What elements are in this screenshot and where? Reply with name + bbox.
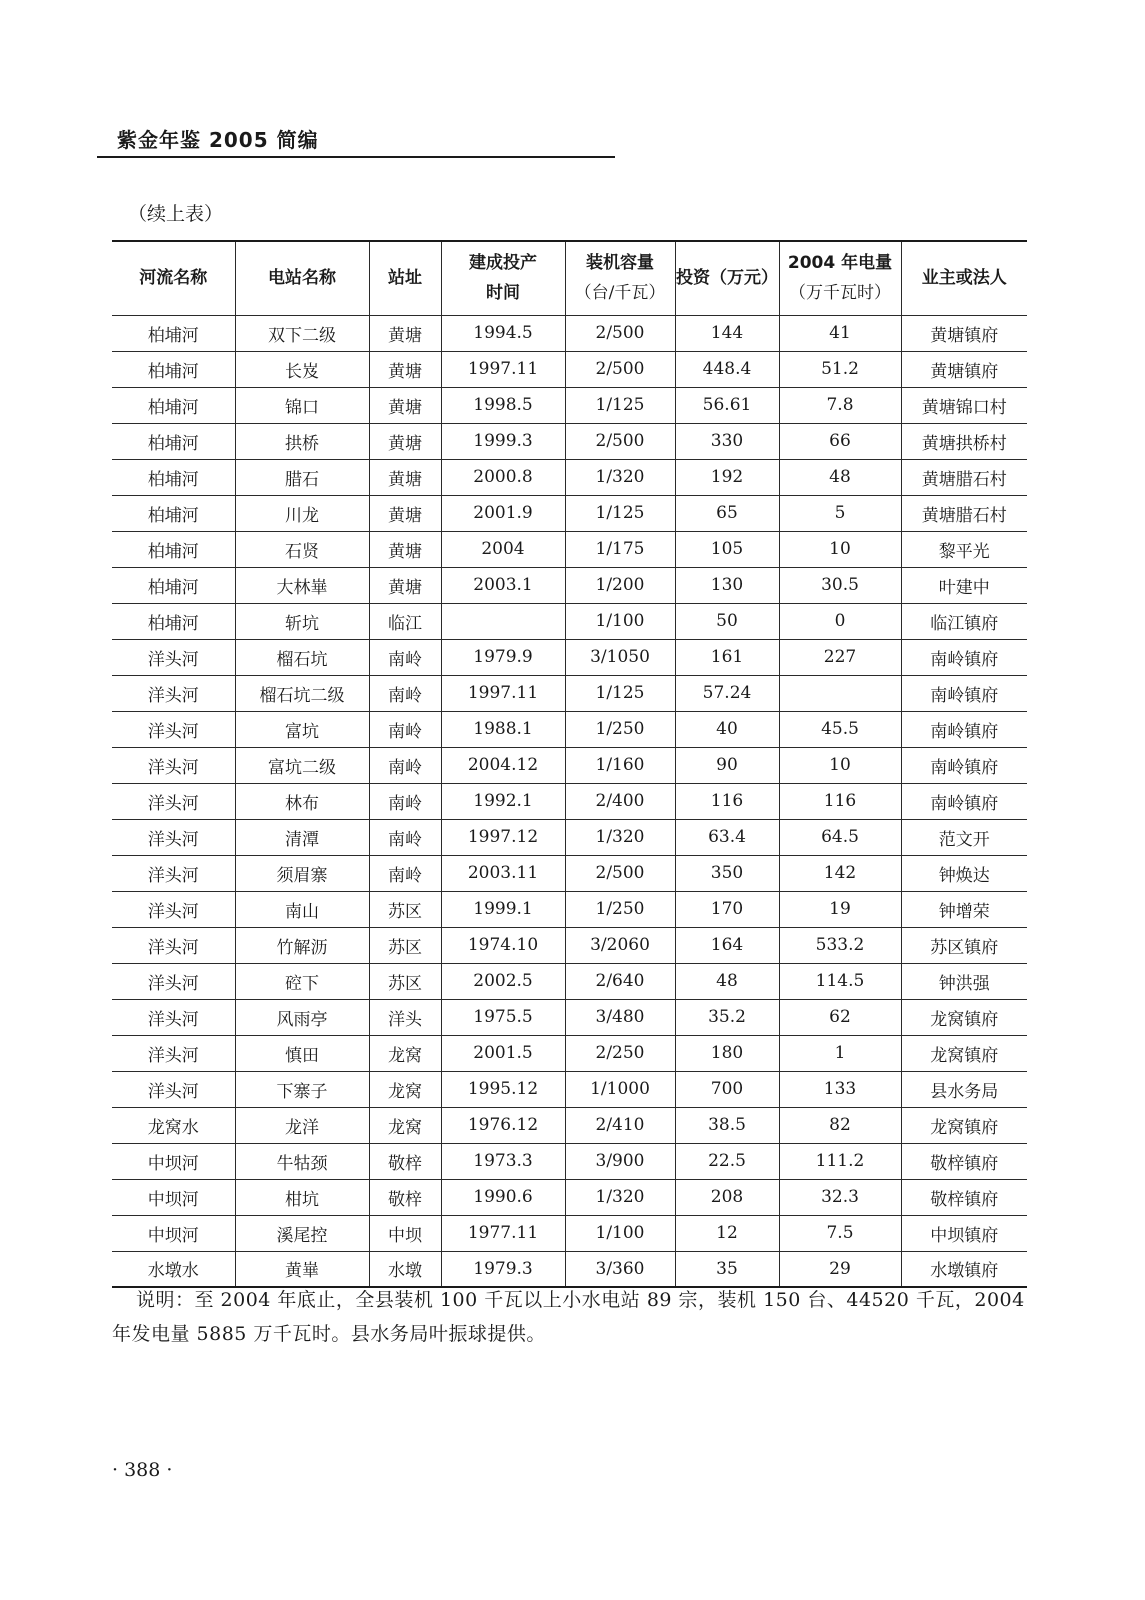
station-name-cell: 榴石坑 — [235, 639, 369, 675]
table-body — [112, 315, 1027, 1287]
site-cell: 黄塘 — [369, 423, 441, 459]
commission-date-cell: 1999.1 — [441, 891, 565, 927]
investment-cell: 57.24 — [675, 675, 779, 711]
commission-date-cell: 1976.12 — [441, 1107, 565, 1143]
capacity-cell: 1/1000 — [565, 1071, 675, 1107]
capacity-cell: 1/175 — [565, 531, 675, 567]
owner-cell: 南岭镇府 — [901, 783, 1027, 819]
owner-cell: 黄塘拱桥村 — [901, 423, 1027, 459]
capacity-cell: 2/400 — [565, 783, 675, 819]
station-name-cell: 下寨子 — [235, 1071, 369, 1107]
station-name-cell: 柑坑 — [235, 1179, 369, 1215]
investment-cell: 90 — [675, 747, 779, 783]
header-rule — [97, 156, 615, 158]
site-cell: 南岭 — [369, 675, 441, 711]
generation-cell: 227 — [779, 639, 901, 675]
station-name-cell: 富坑二级 — [235, 747, 369, 783]
capacity-cell: 2/500 — [565, 315, 675, 351]
generation-cell: 30.5 — [779, 567, 901, 603]
owner-cell: 叶建中 — [901, 567, 1027, 603]
commission-date-cell: 1992.1 — [441, 783, 565, 819]
owner-cell: 县水务局 — [901, 1071, 1027, 1107]
river-name-cell: 洋头河 — [112, 999, 235, 1035]
generation-cell: 29 — [779, 1251, 901, 1287]
generation-cell: 66 — [779, 423, 901, 459]
station-name-cell: 须眉寨 — [235, 855, 369, 891]
commission-date-cell: 2000.8 — [441, 459, 565, 495]
owner-cell: 黄塘腊石村 — [901, 495, 1027, 531]
generation-cell: 48 — [779, 459, 901, 495]
station-name-cell: 斩坑 — [235, 603, 369, 639]
station-name-cell: 榴石坑二级 — [235, 675, 369, 711]
station-name-cell: 硿下 — [235, 963, 369, 999]
investment-cell: 170 — [675, 891, 779, 927]
capacity-cell: 2/250 — [565, 1035, 675, 1071]
site-cell: 黄塘 — [369, 387, 441, 423]
site-cell: 黄塘 — [369, 315, 441, 351]
owner-cell: 临江镇府 — [901, 603, 1027, 639]
table-row — [112, 459, 1027, 495]
capacity-cell: 3/900 — [565, 1143, 675, 1179]
generation-cell: 1 — [779, 1035, 901, 1071]
table-row — [112, 495, 1027, 531]
investment-cell: 35.2 — [675, 999, 779, 1035]
capacity-cell: 3/480 — [565, 999, 675, 1035]
site-cell: 南岭 — [369, 819, 441, 855]
river-name-cell: 柏埔河 — [112, 351, 235, 387]
river-name-cell: 龙窝水 — [112, 1107, 235, 1143]
river-name-cell: 中坝河 — [112, 1143, 235, 1179]
owner-cell: 黄塘腊石村 — [901, 459, 1027, 495]
commission-date-cell: 1994.5 — [441, 315, 565, 351]
header-installed-capacity: 装机容量 （台/千瓦） — [565, 241, 675, 315]
river-name-cell: 洋头河 — [112, 1035, 235, 1071]
site-cell: 南岭 — [369, 783, 441, 819]
investment-cell: 330 — [675, 423, 779, 459]
owner-cell: 水墩镇府 — [901, 1251, 1027, 1287]
investment-cell: 40 — [675, 711, 779, 747]
generation-cell: 19 — [779, 891, 901, 927]
river-name-cell: 中坝河 — [112, 1215, 235, 1251]
commission-date-cell: 2001.9 — [441, 495, 565, 531]
hydropower-stations-table — [112, 240, 1027, 1288]
capacity-cell: 1/200 — [565, 567, 675, 603]
owner-cell: 范文开 — [901, 819, 1027, 855]
river-name-cell: 柏埔河 — [112, 387, 235, 423]
commission-date-cell: 2003.1 — [441, 567, 565, 603]
river-name-cell: 洋头河 — [112, 783, 235, 819]
investment-cell: 105 — [675, 531, 779, 567]
investment-cell: 700 — [675, 1071, 779, 1107]
capacity-cell: 1/100 — [565, 603, 675, 639]
station-name-cell: 慎田 — [235, 1035, 369, 1071]
owner-cell: 南岭镇府 — [901, 639, 1027, 675]
commission-date-cell: 2001.5 — [441, 1035, 565, 1071]
generation-cell: 41 — [779, 315, 901, 351]
station-name-cell: 溪尾控 — [235, 1215, 369, 1251]
site-cell: 敬梓 — [369, 1143, 441, 1179]
table-row — [112, 1215, 1027, 1251]
generation-cell: 82 — [779, 1107, 901, 1143]
commission-date-cell: 1997.11 — [441, 351, 565, 387]
commission-date-cell: 2004.12 — [441, 747, 565, 783]
page-number: · 388 · — [112, 1459, 173, 1481]
table-row — [112, 531, 1027, 567]
capacity-cell: 1/250 — [565, 891, 675, 927]
table-row — [112, 675, 1027, 711]
station-name-cell: 牛牯颈 — [235, 1143, 369, 1179]
capacity-cell: 1/320 — [565, 819, 675, 855]
owner-cell: 龙窝镇府 — [901, 1035, 1027, 1071]
generation-cell: 533.2 — [779, 927, 901, 963]
capacity-cell: 2/500 — [565, 855, 675, 891]
site-cell: 中坝 — [369, 1215, 441, 1251]
station-name-cell: 清潭 — [235, 819, 369, 855]
commission-date-cell: 1997.11 — [441, 675, 565, 711]
investment-cell: 38.5 — [675, 1107, 779, 1143]
station-name-cell: 锦口 — [235, 387, 369, 423]
site-cell: 龙窝 — [369, 1107, 441, 1143]
site-cell: 敬梓 — [369, 1179, 441, 1215]
capacity-cell: 3/1050 — [565, 639, 675, 675]
capacity-cell: 1/125 — [565, 387, 675, 423]
river-name-cell: 柏埔河 — [112, 423, 235, 459]
river-name-cell: 柏埔河 — [112, 567, 235, 603]
station-name-cell: 林布 — [235, 783, 369, 819]
table-row — [112, 639, 1027, 675]
capacity-cell: 2/410 — [565, 1107, 675, 1143]
investment-cell: 161 — [675, 639, 779, 675]
header-site: 站址 — [369, 241, 441, 315]
investment-cell: 50 — [675, 603, 779, 639]
river-name-cell: 洋头河 — [112, 639, 235, 675]
owner-cell: 南岭镇府 — [901, 675, 1027, 711]
generation-cell: 133 — [779, 1071, 901, 1107]
generation-cell: 116 — [779, 783, 901, 819]
investment-cell: 192 — [675, 459, 779, 495]
site-cell: 黄塘 — [369, 567, 441, 603]
commission-date-cell: 2002.5 — [441, 963, 565, 999]
commission-date-cell: 1995.12 — [441, 1071, 565, 1107]
investment-cell: 180 — [675, 1035, 779, 1071]
owner-cell: 黄塘镇府 — [901, 351, 1027, 387]
owner-cell: 龙窝镇府 — [901, 999, 1027, 1035]
station-name-cell: 石贤 — [235, 531, 369, 567]
station-name-cell: 拱桥 — [235, 423, 369, 459]
table-row — [112, 855, 1027, 891]
river-name-cell: 洋头河 — [112, 891, 235, 927]
investment-cell: 12 — [675, 1215, 779, 1251]
site-cell: 南岭 — [369, 639, 441, 675]
station-name-cell: 大林崋 — [235, 567, 369, 603]
river-name-cell: 水墩水 — [112, 1251, 235, 1287]
station-name-cell: 长岌 — [235, 351, 369, 387]
table-row — [112, 963, 1027, 999]
investment-cell: 164 — [675, 927, 779, 963]
site-cell: 洋头 — [369, 999, 441, 1035]
capacity-cell: 2/500 — [565, 351, 675, 387]
owner-cell: 敬梓镇府 — [901, 1143, 1027, 1179]
river-name-cell: 洋头河 — [112, 711, 235, 747]
capacity-cell: 1/320 — [565, 459, 675, 495]
generation-cell: 10 — [779, 531, 901, 567]
river-name-cell: 洋头河 — [112, 1071, 235, 1107]
site-cell: 水墩 — [369, 1251, 441, 1287]
commission-date-cell: 1977.11 — [441, 1215, 565, 1251]
table-row — [112, 819, 1027, 855]
table-row — [112, 747, 1027, 783]
site-cell: 黄塘 — [369, 495, 441, 531]
table-row — [112, 999, 1027, 1035]
table-note: 说明：至 2004 年底止，全县装机 100 千瓦以上小水电站 89 宗，装机 150 台、44520 千瓦，2004 年发电量 5885 万千瓦时。县水务局叶振球提供。 — [112, 1289, 1025, 1345]
owner-cell: 钟洪强 — [901, 963, 1027, 999]
site-cell: 龙窝 — [369, 1035, 441, 1071]
capacity-cell: 1/250 — [565, 711, 675, 747]
generation-cell: 10 — [779, 747, 901, 783]
table-row — [112, 783, 1027, 819]
river-name-cell: 洋头河 — [112, 963, 235, 999]
station-name-cell: 竹解沥 — [235, 927, 369, 963]
table-row — [112, 567, 1027, 603]
generation-cell: 0 — [779, 603, 901, 639]
owner-cell: 苏区镇府 — [901, 927, 1027, 963]
table-row — [112, 927, 1027, 963]
investment-cell: 350 — [675, 855, 779, 891]
capacity-cell: 1/160 — [565, 747, 675, 783]
river-name-cell: 洋头河 — [112, 747, 235, 783]
commission-date-cell: 1999.3 — [441, 423, 565, 459]
investment-cell: 116 — [675, 783, 779, 819]
table-row — [112, 351, 1027, 387]
river-name-cell: 柏埔河 — [112, 603, 235, 639]
generation-cell: 32.3 — [779, 1179, 901, 1215]
investment-cell: 65 — [675, 495, 779, 531]
river-name-cell: 洋头河 — [112, 819, 235, 855]
site-cell: 苏区 — [369, 927, 441, 963]
river-name-cell: 中坝河 — [112, 1179, 235, 1215]
table-row — [112, 1179, 1027, 1215]
generation-cell: 111.2 — [779, 1143, 901, 1179]
generation-cell: 7.8 — [779, 387, 901, 423]
owner-cell: 南岭镇府 — [901, 747, 1027, 783]
table-row — [112, 1251, 1027, 1287]
station-name-cell: 川龙 — [235, 495, 369, 531]
generation-cell: 64.5 — [779, 819, 901, 855]
owner-cell: 黄塘锦口村 — [901, 387, 1027, 423]
capacity-cell: 3/2060 — [565, 927, 675, 963]
station-name-cell: 双下二级 — [235, 315, 369, 351]
owner-cell: 钟焕达 — [901, 855, 1027, 891]
generation-cell: 142 — [779, 855, 901, 891]
table-row — [112, 1071, 1027, 1107]
commission-date-cell: 1997.12 — [441, 819, 565, 855]
investment-cell: 208 — [675, 1179, 779, 1215]
investment-cell: 448.4 — [675, 351, 779, 387]
site-cell: 龙窝 — [369, 1071, 441, 1107]
table-row — [112, 315, 1027, 351]
commission-date-cell: 2004 — [441, 531, 565, 567]
commission-date-cell: 1998.5 — [441, 387, 565, 423]
continued-label: （续上表） — [128, 203, 224, 225]
river-name-cell: 洋头河 — [112, 927, 235, 963]
investment-cell: 35 — [675, 1251, 779, 1287]
table-row — [112, 1107, 1027, 1143]
investment-cell: 130 — [675, 567, 779, 603]
site-cell: 南岭 — [369, 711, 441, 747]
capacity-cell: 1/125 — [565, 495, 675, 531]
table-row — [112, 1035, 1027, 1071]
site-cell: 黄塘 — [369, 459, 441, 495]
commission-date-cell: 1974.10 — [441, 927, 565, 963]
capacity-cell: 1/320 — [565, 1179, 675, 1215]
site-cell: 苏区 — [369, 963, 441, 999]
owner-cell: 黄塘镇府 — [901, 315, 1027, 351]
generation-cell: 51.2 — [779, 351, 901, 387]
river-name-cell: 柏埔河 — [112, 315, 235, 351]
owner-cell: 南岭镇府 — [901, 711, 1027, 747]
table-row — [112, 387, 1027, 423]
river-name-cell: 柏埔河 — [112, 495, 235, 531]
generation-cell: 114.5 — [779, 963, 901, 999]
investment-cell: 22.5 — [675, 1143, 779, 1179]
investment-cell: 63.4 — [675, 819, 779, 855]
header-investment: 投资（万元） — [675, 241, 779, 315]
investment-cell: 144 — [675, 315, 779, 351]
header-river-name: 河流名称 — [112, 241, 235, 315]
station-name-cell: 黄崋 — [235, 1251, 369, 1287]
header-station-name: 电站名称 — [235, 241, 369, 315]
river-name-cell: 洋头河 — [112, 675, 235, 711]
header-generation-2004: 2004 年电量 （万千瓦时） — [779, 241, 901, 315]
table-row — [112, 603, 1027, 639]
commission-date-cell: 1988.1 — [441, 711, 565, 747]
station-name-cell: 腊石 — [235, 459, 369, 495]
commission-date-cell: 2003.11 — [441, 855, 565, 891]
generation-cell: 45.5 — [779, 711, 901, 747]
header-commission-date: 建成投产 时间 — [441, 241, 565, 315]
owner-cell: 中坝镇府 — [901, 1215, 1027, 1251]
commission-date-cell: 1979.3 — [441, 1251, 565, 1287]
owner-cell: 黎平光 — [901, 531, 1027, 567]
commission-date-cell: 1979.9 — [441, 639, 565, 675]
river-name-cell: 柏埔河 — [112, 531, 235, 567]
table-row — [112, 423, 1027, 459]
commission-date-cell: 1975.5 — [441, 999, 565, 1035]
generation-cell — [779, 675, 901, 711]
capacity-cell: 2/500 — [565, 423, 675, 459]
investment-cell: 56.61 — [675, 387, 779, 423]
capacity-cell: 1/125 — [565, 675, 675, 711]
site-cell: 南岭 — [369, 747, 441, 783]
site-cell: 黄塘 — [369, 531, 441, 567]
capacity-cell: 2/640 — [565, 963, 675, 999]
table-row — [112, 711, 1027, 747]
table-row — [112, 1143, 1027, 1179]
commission-date-cell: 1973.3 — [441, 1143, 565, 1179]
station-name-cell: 龙洋 — [235, 1107, 369, 1143]
generation-cell: 7.5 — [779, 1215, 901, 1251]
site-cell: 黄塘 — [369, 351, 441, 387]
site-cell: 临江 — [369, 603, 441, 639]
site-cell: 苏区 — [369, 891, 441, 927]
capacity-cell: 3/360 — [565, 1251, 675, 1287]
site-cell: 南岭 — [369, 855, 441, 891]
running-title: 紫金年鉴 2005 简编 — [117, 128, 319, 152]
commission-date-cell — [441, 603, 565, 639]
commission-date-cell: 1990.6 — [441, 1179, 565, 1215]
capacity-cell: 1/100 — [565, 1215, 675, 1251]
station-name-cell: 风雨亭 — [235, 999, 369, 1035]
investment-cell: 48 — [675, 963, 779, 999]
owner-cell: 龙窝镇府 — [901, 1107, 1027, 1143]
generation-cell: 62 — [779, 999, 901, 1035]
table-header-row — [112, 241, 1027, 315]
table-row — [112, 891, 1027, 927]
generation-cell: 5 — [779, 495, 901, 531]
river-name-cell: 洋头河 — [112, 855, 235, 891]
river-name-cell: 柏埔河 — [112, 459, 235, 495]
owner-cell: 敬梓镇府 — [901, 1179, 1027, 1215]
owner-cell: 钟增荣 — [901, 891, 1027, 927]
station-name-cell: 富坑 — [235, 711, 369, 747]
header-owner: 业主或法人 — [901, 241, 1027, 315]
station-name-cell: 南山 — [235, 891, 369, 927]
